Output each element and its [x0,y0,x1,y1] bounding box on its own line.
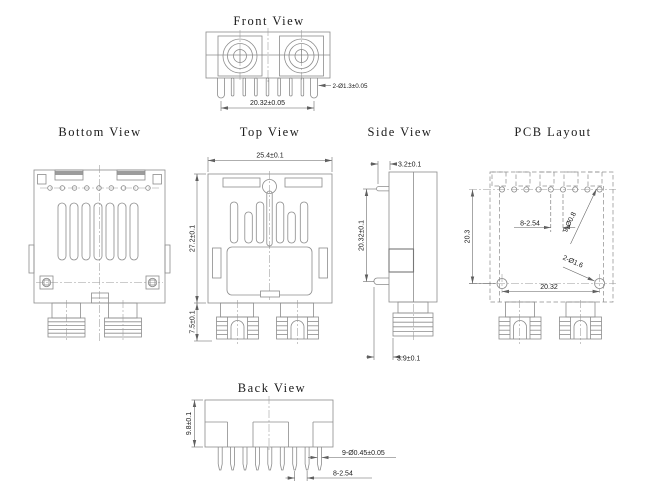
top-dim-lower-height [190,303,213,341]
pcb-dim-mount-holes [561,255,594,281]
pcb-layout-title: PCB Layout [514,125,592,139]
side-view [359,125,438,363]
top-view-title: Top View [239,125,301,139]
front-pins [218,78,318,98]
side-span-label: 20.32±0.1 [358,219,366,252]
side-dim-span [359,189,377,282]
pcb-mount-holes-label: 2-Ø1.6 [561,254,584,270]
pcb-pin-holes-label: 9-Ø0.8 [562,211,578,234]
front-view [206,14,368,111]
front-view-title: Front View [233,14,305,28]
front-dim-pin-dia [319,83,368,90]
back-pin-pitch-label: 8-2.54 [333,470,353,478]
pcb-mount-pitch-label: 20.32 [540,284,558,291]
pcb-dim-pin-holes [562,189,596,244]
top-body-height-label: 27.2±0.1 [189,224,197,253]
front-pin-dia-label: 2-Ø1.3±0.05 [332,83,368,90]
top-slots [230,202,307,243]
front-pitch-label: 20.32±0.05 [250,100,285,107]
back-dim-pin-pitch [286,471,373,482]
back-pins [218,447,321,470]
back-view-title: Back View [237,381,307,395]
top-lower-height-label: 7.5±0.1 [189,310,197,334]
bottom-view-title: Bottom View [58,125,142,139]
top-view [190,125,333,344]
side-offset-label: 3.9±0.1 [397,355,421,363]
bottom-view [29,125,170,342]
side-tab-label: 3.2±0.1 [398,161,422,169]
back-height-label: 9.8±0.1 [186,411,193,436]
pcb-dim-mount-pitch [502,284,600,292]
bottom-vent-slots [58,203,138,260]
top-dim-body-height [190,174,207,303]
back-dim-height [186,400,203,447]
side-view-title: Side View [367,125,433,139]
pcb-dim-row-height [465,190,497,284]
pcb-row-height-label: 20.3 [464,229,472,244]
front-dim-pitch [221,100,314,111]
pcb-shield-tabs [492,172,602,186]
back-pin-dia-label: 9-Ø0.45±0.05 [342,450,385,457]
pcb-layout-view [465,125,617,344]
top-dim-width [208,153,332,173]
back-view [186,381,396,481]
top-width-label: 25.4±0.1 [256,152,284,160]
pcb-pin-pitch-label: 8-2.54 [520,220,540,228]
